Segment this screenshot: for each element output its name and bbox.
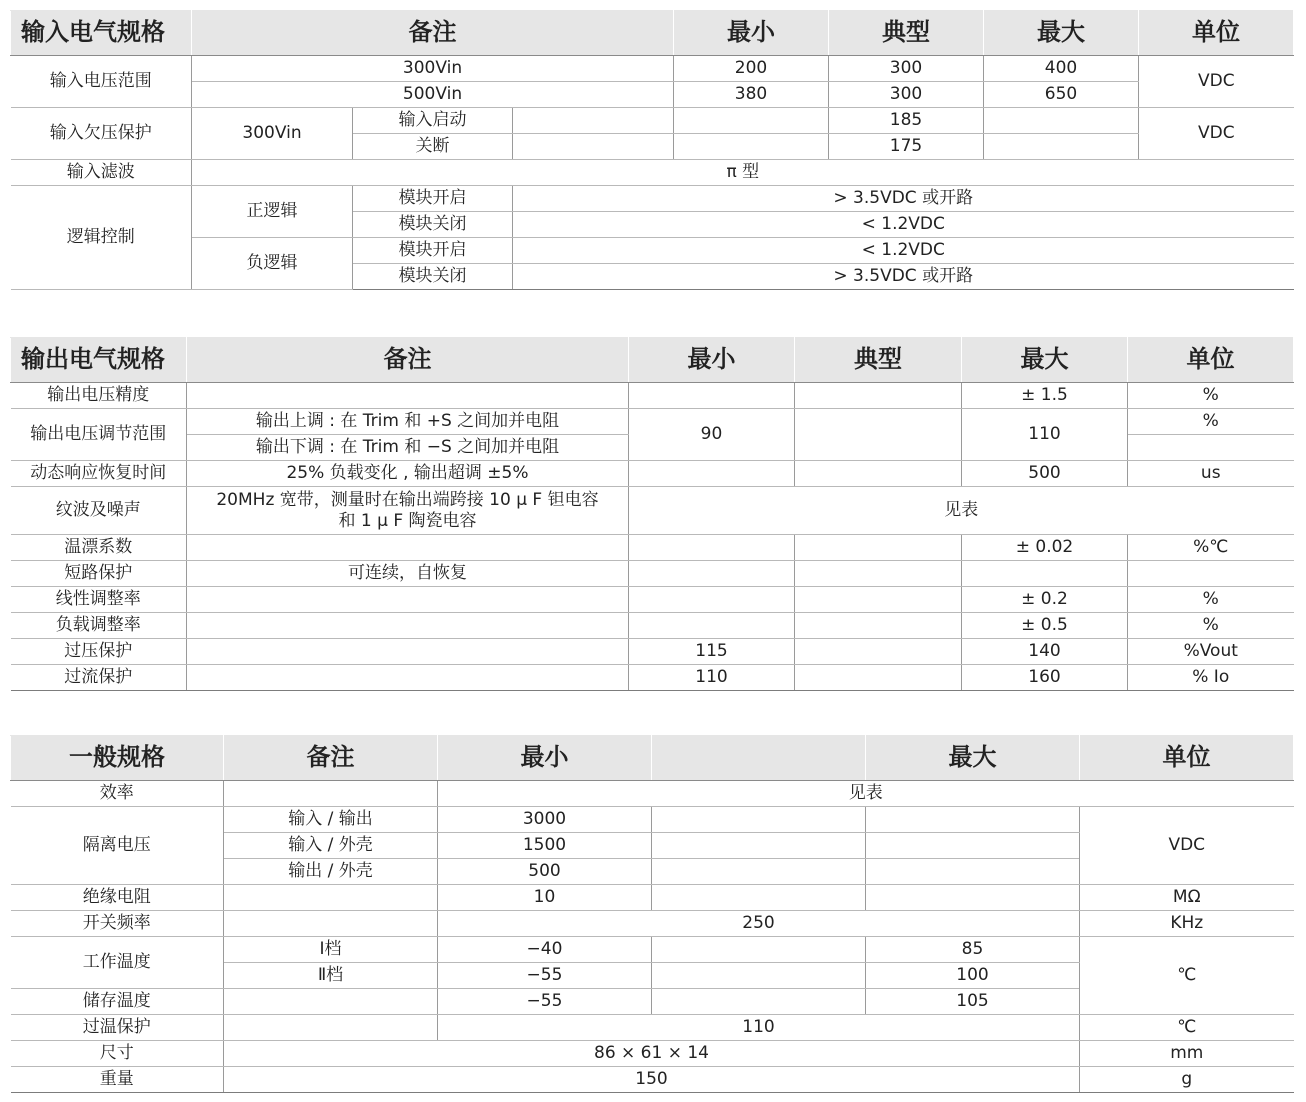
empty-cell [187,535,629,561]
general-weight-unit: g [1080,1067,1294,1093]
empty-cell [224,1015,438,1041]
empty-cell [795,561,962,587]
general-storage-temp-min: −55 [438,989,652,1015]
logic-negative-on-value: < 1.2VDC [513,238,1294,264]
general-otp-unit: ℃ [1080,1015,1294,1041]
output-temp-coef-label: 温漂系数 [11,535,187,561]
empty-cell [795,383,962,409]
output-adjust-note-down: 输出下调 : 在 Trim 和 −S 之间加并电阻 [187,435,629,461]
output-adjust-unit: % [1128,409,1294,435]
logic-positive-off: 模块关闭 [353,212,513,238]
general-header-title: 一般规格 [11,736,224,781]
output-header-min: 最小 [629,338,795,383]
output-ocp-label: 过流保护 [11,665,187,691]
general-spec-table [10,735,1294,1093]
table-row [11,186,1294,212]
empty-cell [652,885,866,911]
input-header-max: 最大 [984,11,1139,56]
empty-cell [187,639,629,665]
output-accuracy-max: ± 1.5 [962,383,1128,409]
table-row [11,885,1294,911]
table-row [11,807,1294,833]
table-row [11,160,1294,186]
input-header-unit: 单位 [1139,11,1294,56]
logic-negative-off-value: > 3.5VDC 或开路 [513,264,1294,290]
general-efficiency-value: 见表 [438,781,1294,807]
general-isolation-unit: VDC [1080,807,1294,885]
general-operating-temp-note: Ⅱ档 [224,963,438,989]
output-transient-max: 500 [962,461,1128,487]
input-voltage-range-note: 300Vin [192,56,674,82]
output-ripple-note-line2: 和 1 μ F 陶瓷电容 [338,510,477,531]
general-size-label: 尺寸 [11,1041,224,1067]
general-insulation-min: 10 [438,885,652,911]
output-header-unit: 单位 [1128,338,1294,383]
input-uvp-typ: 185 [829,108,984,134]
input-voltage-range-note: 500Vin [192,82,674,108]
general-isolation-note: 输入 / 输出 [224,807,438,833]
input-voltage-range-label: 输入电压范围 [11,56,192,108]
input-header-min: 最小 [674,11,829,56]
table-row [11,639,1294,665]
output-header-row [11,338,1294,383]
output-header-note: 备注 [187,338,629,383]
general-operating-temp-note: Ⅰ档 [224,937,438,963]
general-size-value: 86 × 61 × 14 [224,1041,1080,1067]
empty-cell [224,989,438,1015]
general-operating-temp-label: 工作温度 [11,937,224,989]
input-uvp-sub: 关断 [353,134,513,160]
input-filter-value: π 型 [192,160,1294,186]
general-header-unit: 单位 [1080,736,1294,781]
general-switching-unit: KHz [1080,911,1294,937]
input-spec-table [10,10,1294,290]
output-adjust-max: 110 [962,409,1128,461]
output-line-reg-label: 线性调整率 [11,587,187,613]
table-row [11,383,1294,409]
table-row [11,487,1294,535]
logic-positive-on: 模块开启 [353,186,513,212]
table-row [11,561,1294,587]
output-ripple-note-line1: 20MHz 宽带，测量时在输出端跨接 10 μ F 钽电容 [216,490,599,511]
table-row [11,56,1294,82]
logic-negative-label: 负逻辑 [192,238,353,290]
empty-cell [187,587,629,613]
table-row [11,587,1294,613]
output-transient-label: 动态响应恢复时间 [11,461,187,487]
empty-cell [187,383,629,409]
empty-cell [795,665,962,691]
table-row [11,781,1294,807]
general-header-max: 最大 [866,736,1080,781]
output-line-reg-unit: % [1128,587,1294,613]
output-accuracy-label: 输出电压精度 [11,383,187,409]
table-row [11,1067,1294,1093]
empty-cell [629,535,795,561]
input-uvp-unit: VDC [1139,108,1294,160]
output-load-reg-label: 负载调整率 [11,613,187,639]
logic-positive-on-value: > 3.5VDC 或开路 [513,186,1294,212]
output-header-title: 输出电气规格 [11,338,187,383]
empty-cell [984,108,1139,134]
empty-cell [652,989,866,1015]
empty-cell [652,937,866,963]
output-temp-coef-max: ± 0.02 [962,535,1128,561]
output-accuracy-unit: % [1128,383,1294,409]
logic-positive-off-value: < 1.2VDC [513,212,1294,238]
general-header-note: 备注 [224,736,438,781]
input-voltage-range-typ: 300 [829,56,984,82]
empty-cell [513,108,674,134]
general-isolation-min: 500 [438,859,652,885]
logic-negative-on: 模块开启 [353,238,513,264]
empty-cell [866,807,1080,833]
output-adjust-label: 输出电压调节范围 [11,409,187,461]
empty-cell [962,561,1128,587]
empty-cell [866,833,1080,859]
table-row [11,1015,1294,1041]
output-header-typ: 典型 [795,338,962,383]
output-adjust-min: 90 [629,409,795,461]
output-ovp-label: 过压保护 [11,639,187,665]
table-row [11,82,1294,108]
output-ocp-max: 160 [962,665,1128,691]
output-ripple-value: 见表 [629,487,1294,535]
table-row [11,937,1294,963]
input-uvp-sub: 输入启动 [353,108,513,134]
general-insulation-unit: MΩ [1080,885,1294,911]
general-storage-temp-max: 105 [866,989,1080,1015]
output-transient-unit: us [1128,461,1294,487]
empty-cell [1128,561,1294,587]
empty-cell [629,587,795,613]
output-load-reg-unit: % [1128,613,1294,639]
empty-cell [629,461,795,487]
output-transient-note: 25% 负载变化 , 输出超调 ±5% [187,461,629,487]
general-storage-temp-label: 储存温度 [11,989,224,1015]
empty-cell [674,134,829,160]
empty-cell [629,561,795,587]
input-voltage-range-unit: VDC [1139,56,1294,108]
general-switching-typ: 250 [438,911,1080,937]
general-isolation-note: 输入 / 外壳 [224,833,438,859]
output-ripple-label: 纹波及噪声 [11,487,187,535]
table-row [11,108,1294,134]
empty-cell [984,134,1139,160]
general-header-typ [652,736,866,781]
general-efficiency-label: 效率 [11,781,224,807]
output-load-reg-max: ± 0.5 [962,613,1128,639]
empty-cell [652,963,866,989]
output-temp-coef-unit: %℃ [1128,535,1294,561]
general-temp-unit: ℃ [1080,937,1294,1015]
empty-cell [513,134,674,160]
output-ripple-note [187,487,629,535]
logic-positive-label: 正逻辑 [192,186,353,238]
empty-cell [224,911,438,937]
table-row [11,665,1294,691]
output-spec-table [10,337,1294,691]
output-ovp-min: 115 [629,639,795,665]
output-ocp-min: 110 [629,665,795,691]
general-insulation-label: 绝缘电阻 [11,885,224,911]
empty-cell [652,859,866,885]
input-header-title: 输入电气规格 [11,11,192,56]
empty-cell [866,885,1080,911]
empty-cell [795,587,962,613]
empty-cell [674,108,829,134]
input-voltage-range-max: 400 [984,56,1139,82]
output-ovp-max: 140 [962,639,1128,665]
table-row [11,911,1294,937]
empty-cell [795,639,962,665]
table-row [11,535,1294,561]
input-header-typ: 典型 [829,11,984,56]
empty-cell [224,885,438,911]
table-row [11,1041,1294,1067]
input-voltage-range-max: 650 [984,82,1139,108]
general-otp-typ: 110 [438,1015,1080,1041]
output-ovp-unit: %Vout [1128,639,1294,665]
input-uvp-note: 300Vin [192,108,353,160]
output-header-max: 最大 [962,338,1128,383]
general-header-min: 最小 [438,736,652,781]
general-operating-temp-min: −40 [438,937,652,963]
empty-cell [187,665,629,691]
input-header-row [11,11,1294,56]
input-voltage-range-min: 200 [674,56,829,82]
general-operating-temp-min: −55 [438,963,652,989]
empty-cell [866,859,1080,885]
table-row [11,238,1294,264]
output-adjust-note-up: 输出上调 : 在 Trim 和 +S 之间加并电阻 [187,409,629,435]
table-row [11,461,1294,487]
empty-cell [1128,435,1294,461]
table-row [11,409,1294,435]
general-isolation-note: 输出 / 外壳 [224,859,438,885]
input-header-note: 备注 [192,11,674,56]
general-weight-value: 150 [224,1067,1080,1093]
empty-cell [795,461,962,487]
input-uvp-label: 输入欠压保护 [11,108,192,160]
general-otp-label: 过温保护 [11,1015,224,1041]
input-uvp-typ: 175 [829,134,984,160]
output-line-reg-max: ± 0.2 [962,587,1128,613]
output-short-label: 短路保护 [11,561,187,587]
general-isolation-min: 3000 [438,807,652,833]
table-row [11,613,1294,639]
general-operating-temp-max: 100 [866,963,1080,989]
general-isolation-label: 隔离电压 [11,807,224,885]
empty-cell [652,807,866,833]
output-ocp-unit: % Io [1128,665,1294,691]
general-switching-label: 开关频率 [11,911,224,937]
output-short-note: 可连续，自恢复 [187,561,629,587]
general-operating-temp-max: 85 [866,937,1080,963]
general-header-row [11,736,1294,781]
general-isolation-min: 1500 [438,833,652,859]
general-size-unit: mm [1080,1041,1294,1067]
empty-cell [629,613,795,639]
empty-cell [629,383,795,409]
logic-negative-off: 模块关闭 [353,264,513,290]
general-weight-label: 重量 [11,1067,224,1093]
empty-cell [187,613,629,639]
empty-cell [795,409,962,461]
empty-cell [224,781,438,807]
empty-cell [652,833,866,859]
input-voltage-range-min: 380 [674,82,829,108]
logic-control-label: 逻辑控制 [11,186,192,290]
empty-cell [795,535,962,561]
empty-cell [795,613,962,639]
input-filter-label: 输入滤波 [11,160,192,186]
input-voltage-range-typ: 300 [829,82,984,108]
